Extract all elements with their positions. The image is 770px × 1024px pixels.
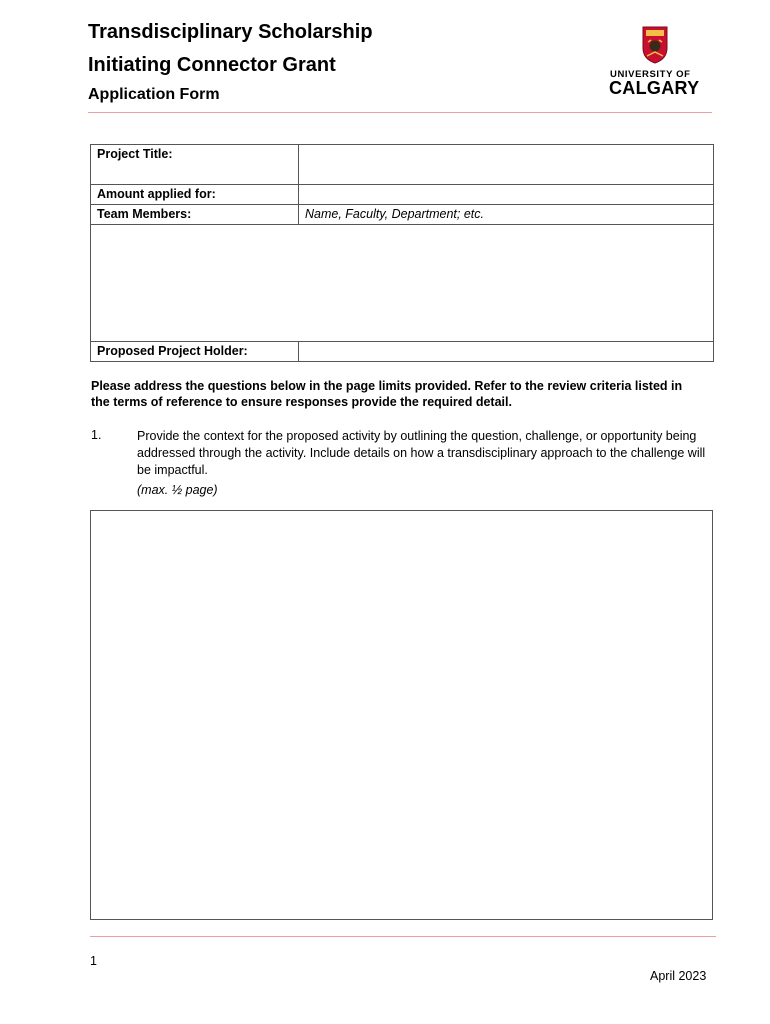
university-logo	[600, 26, 710, 102]
logo-text-calgary: CALGARY	[609, 78, 700, 98]
team-members-label: Team Members:	[91, 205, 299, 225]
page-number: 1	[90, 954, 97, 968]
logo-text-university-of: UNIVERSITY OF	[610, 69, 691, 80]
project-info-table	[90, 144, 714, 362]
project-holder-label: Proposed Project Holder:	[91, 342, 299, 362]
project-title-label: Project Title:	[91, 145, 299, 185]
project-holder-field[interactable]	[299, 342, 714, 362]
question-number: 1.	[91, 428, 102, 442]
document-date: April 2023	[650, 969, 707, 983]
team-members-hint: Name, Faculty, Department; etc.	[299, 205, 714, 225]
question-1-response-field[interactable]	[90, 510, 713, 920]
project-title-field[interactable]	[299, 145, 714, 185]
amount-field[interactable]	[299, 185, 714, 205]
amount-label: Amount applied for:	[91, 185, 299, 205]
form-subtitle: Application Form	[88, 86, 220, 103]
footer-divider	[90, 936, 716, 937]
question-text: Provide the context for the proposed activity by outlining the question, challenge, or opportunity being addressed through the activity. Include details on how a transdisciplinary approach to the challenge will be impactful.	[137, 429, 706, 477]
crest-icon	[642, 26, 668, 64]
team-members-field[interactable]	[91, 225, 714, 342]
document-title: Transdisciplinary Scholarship	[88, 21, 373, 43]
header-divider	[88, 112, 712, 113]
question-page-limit: (max. ½ page)	[137, 483, 218, 497]
instructions-text: Please address the questions below in the page limits provided. Refer to the review criteria listed in the terms of reference to ensure responses provide the required detail.	[91, 379, 683, 409]
grant-name: Initiating Connector Grant	[88, 54, 336, 76]
